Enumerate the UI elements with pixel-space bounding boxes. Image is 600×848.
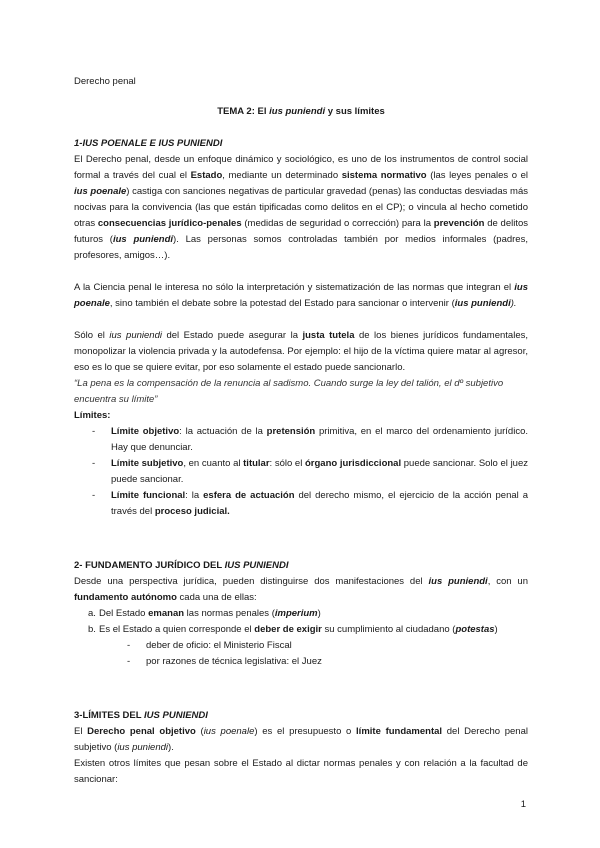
list-item: - Límite funcional: la esfera de actuación del derecho mismo, el ejercicio de la acción penal a través del proceso judicial.	[74, 488, 528, 520]
section-2-heading: 2- FUNDAMENTO JURÍDICO DEL IUS PUNIENDI	[74, 560, 289, 571]
limits-list	[74, 424, 528, 520]
sub-list-item: - por razones de técnica legislativa: el Juez	[127, 656, 322, 667]
limits-label: Límites:	[74, 410, 111, 421]
sub-list-item: - deber de oficio: el Ministerio Fiscal	[127, 640, 292, 651]
document-header: Derecho penal	[74, 76, 136, 87]
section-3-paragraph-2: Existen otros límites que pesan sobre el Estado al dictar normas penales y con relación a la facultad de sancionar:	[74, 758, 528, 785]
list-item: - Límite subjetivo, en cuanto al titular: sólo el órgano jurisdiccional puede sancionar. Solo el juez puede sancionar.	[74, 456, 528, 488]
section-1-paragraph-1: El Derecho penal, desde un enfoque dinámico y sociológico, es uno de los instrumentos de control social formal a través del cual el Estado, mediante un determinado sistema normativo (las leyes penales o el ius poenale) castiga con sanciones negativas de particular gravedad (penas) las conductas desviadas más nocivas para la convivencia (las que están tipificadas como delitos en el CP); o vincula al hecho cometido otras consecuencias jurídico-penales (medidas de seguridad o corrección) para la prevención de delitos futuros (ius puniendi). Las personas somos controladas también por medios informales (padres, profesores, amigos…).	[74, 154, 529, 261]
quote: “La pena es la compensación de la renuncia al sadismo. Cuando surge la ley del talión, el dº subjetivo encuentra su límite”	[74, 378, 504, 405]
section-2-paragraph-1: Desde una perspectiva jurídica, pueden distinguirse dos manifestaciones del ius puniendi, con un fundamento autónomo cada una de ellas:	[74, 576, 528, 603]
section-1-heading: 1-IUS POENALE E IUS PUNIENDI	[74, 138, 223, 149]
page-title: TEMA 2: El ius puniendi y sus límites	[217, 106, 385, 117]
list-item-b: b. Es el Estado a quien corresponde el deber de exigir su cumplimiento al ciudadano (potestas)	[88, 624, 498, 635]
page-number: 1	[520, 799, 526, 810]
section-3-heading: 3-LÍMITES DEL IUS PUNIENDI	[74, 710, 208, 721]
list-item: - Límite objetivo: la actuación de la pretensión primitiva, en el marco del ordenamiento jurídico. Hay que denunciar.	[74, 424, 528, 456]
document-page	[74, 74, 528, 788]
section-1-paragraph-2: A la Ciencia penal le interesa no sólo la interpretación y sistematización de las normas que integran el ius poenale, sino también el debate sobre la potestad del Estado para sancionar o intervenir (ius puniendi).	[74, 282, 528, 309]
section-3-paragraph-1: El Derecho penal objetivo (ius poenale) es el presupuesto o límite fundamental del Derecho penal subjetivo (ius puniendi).	[74, 726, 528, 753]
section-1-paragraph-3: Sólo el ius puniendi del Estado puede asegurar la justa tutela de los bienes jurídicos fundamentales, monopolizar la violencia privada y la autodefensa. Por ejemplo: el hijo de la víctima quiere matar al agresor, eso es lo que se quiere evitar, por eso solamente el estado puede sancionarlo.	[74, 330, 528, 373]
list-item-a: a. Del Estado emanan las normas penales (imperium)	[88, 608, 321, 619]
